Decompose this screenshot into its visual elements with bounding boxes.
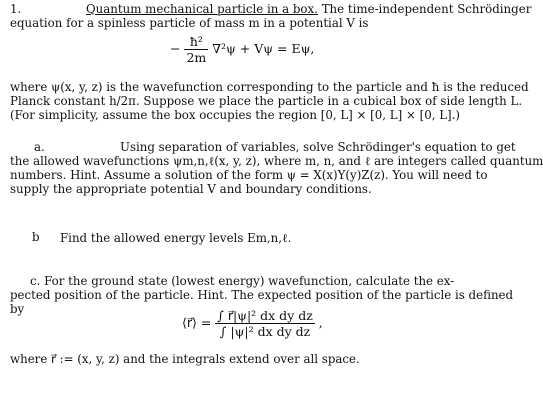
problem-intro-line1 bbox=[86, 2, 531, 16]
part-a-line3: numbers. Hint. Assume a solution of the form ψ = X(x)Y(y)Z(z). You will need to bbox=[10, 168, 488, 182]
hbar-over-2m-fraction bbox=[184, 34, 208, 65]
part-c-line1: c. For the ground state (lowest energy) wavefunction, calculate the ex- bbox=[30, 274, 455, 288]
integral-numerator: ∫ r⃗|ψ|² dx dy dz bbox=[217, 308, 313, 323]
expected-position-equation bbox=[182, 308, 323, 339]
part-a-line2: the allowed wavefunctions ψm,n,ℓ(x, y, z), where m, n, and ℓ are integers called quantum bbox=[10, 154, 543, 168]
where-line1: where ψ(x, y, z) is the wavefunction corresponding to the particle and ħ is the reduced bbox=[10, 80, 529, 94]
fraction-numerator: ħ² bbox=[184, 34, 208, 50]
where-line3: (For simplicity, assume the box occupies the region [0, L] × [0, L] × [0, L].) bbox=[10, 108, 460, 122]
problem-intro-line2: equation for a spinless particle of mass m in a potential V is bbox=[10, 16, 369, 30]
schrodinger-equation bbox=[170, 34, 314, 65]
problem-number: 1. bbox=[10, 2, 22, 16]
part-c-closing: where r⃗ := (x, y, z) and the integrals extend over all space. bbox=[10, 352, 360, 366]
part-b-text: Find the allowed energy levels Em,n,ℓ. bbox=[60, 231, 292, 245]
part-b-label: b bbox=[32, 230, 40, 244]
part-c-line2: pected position of the particle. Hint. The expected position of the particle is defined bbox=[10, 288, 514, 302]
problem-intro-rest: The time-independent Schrödinger bbox=[321, 2, 532, 16]
equation-rhs: ∇²ψ + Vψ = Eψ, bbox=[212, 41, 315, 56]
equation-minus: − bbox=[170, 41, 181, 56]
fraction-denominator: 2m bbox=[186, 50, 207, 65]
expected-position-fraction bbox=[215, 308, 314, 339]
problem-title: Quantum mechanical particle in a box. bbox=[86, 2, 318, 16]
part-a-line4: supply the appropriate potential V and boundary conditions. bbox=[10, 182, 372, 196]
equation-tail: , bbox=[318, 315, 323, 330]
part-c-line3: by bbox=[10, 302, 25, 316]
expected-position-lhs: ⟨r⃗⟩ = bbox=[182, 315, 212, 330]
part-a-label: a. bbox=[34, 140, 45, 154]
integral-denominator: ∫ |ψ|² dx dy dz bbox=[219, 324, 311, 339]
where-line2: Planck constant h/2π. Suppose we place the particle in a cubical box of side length L. bbox=[10, 94, 523, 108]
part-a-line1: Using separation of variables, solve Schrödinger's equation to get bbox=[120, 140, 516, 154]
